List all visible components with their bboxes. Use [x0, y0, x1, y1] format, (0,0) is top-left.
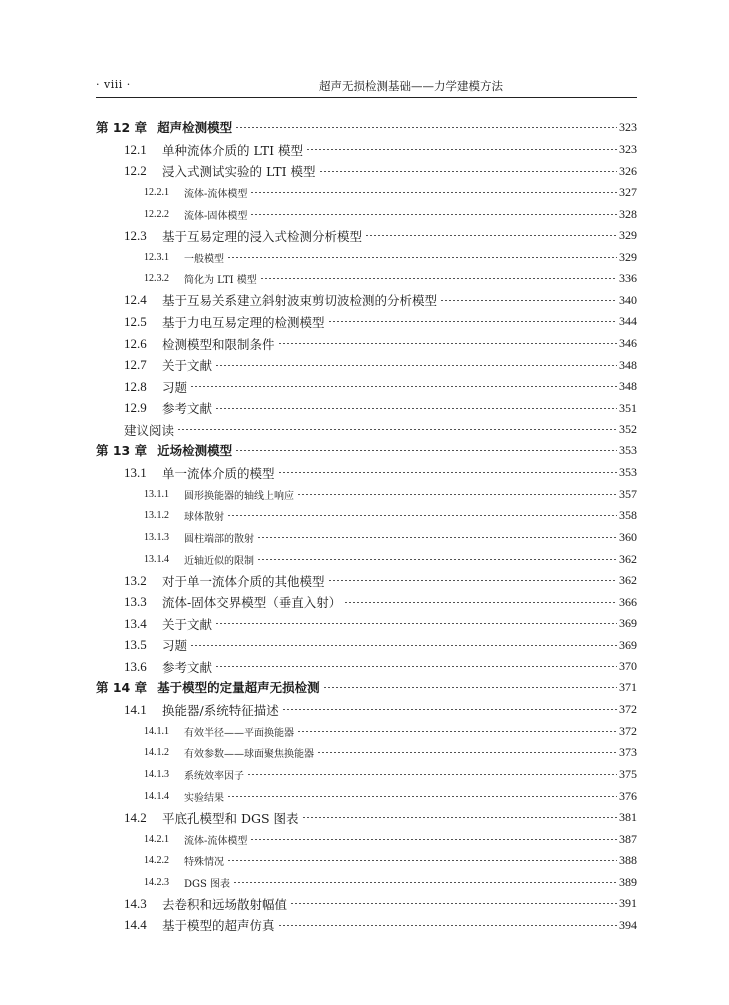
toc-entry-section[interactable] [124, 139, 637, 161]
toc-entry-title: 流体-流体模型 [184, 189, 248, 201]
toc-entry-page: 327 [619, 185, 637, 200]
toc-entry-number: 12.3 [124, 227, 147, 243]
toc-entry-section[interactable] [124, 699, 637, 721]
dot-leader [302, 817, 617, 818]
toc-entry-number: 14.2.2 [144, 855, 169, 867]
toc-entry-section[interactable] [124, 807, 637, 829]
toc-entry-sub[interactable] [144, 203, 637, 225]
toc-entry-section[interactable] [124, 893, 637, 915]
toc-entry-title: 关于文献 [162, 358, 213, 374]
toc-entry-section[interactable] [124, 333, 637, 355]
toc-entry-number: 14.1.4 [144, 790, 169, 802]
toc-entry-title: 有效参数——球面聚焦换能器 [184, 749, 314, 761]
toc-entry-sub[interactable] [144, 182, 637, 204]
toc-entry-title: 系统效率因子 [184, 771, 244, 782]
toc-entry-title: 特殊情况 [184, 857, 224, 869]
toc-entry-chapter[interactable] [96, 440, 637, 460]
toc-entry-sub[interactable] [144, 850, 637, 872]
toc-entry-sub[interactable] [144, 268, 637, 290]
toc-entry-label [96, 678, 320, 696]
toc-entry-sub[interactable] [144, 785, 637, 807]
toc-entry-title: 有效半径——平面换能器 [184, 727, 294, 739]
toc-entry-title: 实验结果 [184, 792, 224, 804]
toc-entry-title: 球体散射 [184, 512, 224, 524]
toc-entry-title: 基于模型的定量超声无损检测 [157, 680, 320, 696]
toc-entry-plain[interactable] [124, 419, 637, 441]
toc-entry-number: 14.1.3 [144, 769, 169, 780]
toc-entry-page: 323 [619, 142, 637, 157]
page-header [96, 78, 637, 96]
toc-entry-page: 394 [619, 917, 637, 932]
toc-entry-page: 353 [619, 442, 637, 457]
toc-entry-section[interactable] [124, 311, 637, 333]
toc-entry-page: 353 [619, 465, 637, 480]
toc-entry-label [124, 636, 187, 654]
toc-entry-label [124, 227, 362, 245]
toc-entry-page: 352 [619, 422, 637, 437]
dot-leader [317, 752, 617, 753]
toc-entry-number: 14.1 [124, 701, 147, 717]
toc-entry-number: 13.6 [124, 658, 147, 674]
toc-entry-number: 13.1 [124, 464, 147, 480]
toc-entry-page: 340 [619, 292, 637, 307]
toc-entry-page: 357 [619, 486, 637, 501]
dot-leader [306, 149, 617, 150]
toc-entry-page: 362 [619, 573, 637, 588]
dot-leader [215, 365, 617, 366]
dot-leader [250, 192, 617, 193]
toc-entry-page: 326 [619, 163, 637, 178]
toc-entry-label [124, 916, 275, 934]
toc-entry-number: 12.6 [124, 335, 147, 351]
toc-entry-title: 单一流体介质的模型 [162, 465, 275, 481]
toc-entry-page: 372 [619, 702, 637, 717]
dot-leader [177, 429, 617, 430]
toc-entry-page: 358 [619, 508, 637, 523]
dot-leader [247, 774, 617, 775]
dot-leader [440, 300, 617, 301]
toc-entry-page: 391 [619, 896, 637, 911]
toc-entry-title: 一般模型 [184, 253, 224, 265]
toc-entry-number: 第 14 章 [96, 680, 148, 696]
dot-leader [344, 602, 617, 603]
page-number: · viii · [96, 78, 131, 91]
toc-entry-label [144, 789, 224, 804]
dot-leader [257, 537, 617, 538]
toc-entry-label [144, 487, 294, 502]
toc-entry-section[interactable] [124, 289, 637, 311]
toc-entry-page: 372 [619, 723, 637, 738]
dot-leader [227, 257, 617, 258]
dot-leader [328, 580, 617, 581]
toc-entry-page: 323 [619, 119, 637, 134]
toc-entry-number: 14.2 [124, 809, 147, 825]
toc-entry-title: 流体-固体交界模型（垂直入射） [162, 595, 342, 611]
toc-entry-page: 351 [619, 400, 637, 415]
toc-entry-label [124, 141, 303, 159]
toc-entry-page: 373 [619, 745, 637, 760]
toc-entry-section[interactable] [124, 634, 637, 656]
toc-entry-number: 13.1.3 [144, 531, 169, 543]
toc-entry-section[interactable] [124, 225, 637, 247]
toc-entry-label [124, 572, 325, 590]
toc-entry-title: 流体-流体模型 [184, 835, 248, 847]
dot-leader [227, 796, 617, 797]
toc-entry-page: 369 [619, 637, 637, 652]
toc-entry-number: 12.2.2 [144, 208, 169, 220]
dot-leader [260, 278, 617, 279]
toc-entry-label [124, 701, 279, 719]
toc-entry-title: 对于单一流体介质的其他模型 [162, 573, 325, 589]
toc-entry-title: 基于模型的超声仿真 [162, 918, 275, 934]
toc-entry-page: 369 [619, 616, 637, 631]
toc-entry-chapter[interactable] [96, 117, 637, 137]
toc-entry-section[interactable] [124, 354, 637, 376]
toc-entry-page: 336 [619, 271, 637, 286]
toc-entry-sub[interactable] [144, 483, 637, 505]
toc-entry-number: 14.4 [124, 917, 147, 933]
toc-entry-section[interactable] [124, 656, 637, 678]
toc-entry-page: 381 [619, 810, 637, 825]
toc-entry-title: 基于互易关系建立斜射波束剪切波检测的分析模型 [162, 293, 438, 309]
toc-entry-label [144, 508, 224, 523]
toc-entry-number: 13.1.4 [144, 553, 169, 565]
toc-entry-page: 348 [619, 357, 637, 372]
toc-entry-number: 14.2.3 [144, 876, 169, 888]
toc-entry-page: 344 [619, 314, 637, 329]
toc-entry-number: 13.1.2 [144, 510, 169, 522]
toc-entry-sub[interactable] [144, 246, 637, 268]
toc-entry-page: 387 [619, 831, 637, 846]
toc-entry-title: 习题 [162, 379, 188, 395]
toc-entry-title: 浸入式测试实验的 LTI 模型 [162, 164, 316, 180]
toc-entry-label [144, 853, 224, 868]
toc-entry-page: 371 [619, 679, 637, 694]
toc-entry-section[interactable] [124, 462, 637, 484]
dot-leader [278, 472, 617, 473]
toc-entry-section[interactable] [124, 160, 637, 182]
dot-leader [250, 839, 617, 840]
toc-entry-label [124, 593, 341, 611]
toc-entry-sub[interactable] [144, 505, 637, 527]
dot-leader [278, 343, 617, 344]
toc-entry-label [124, 378, 187, 396]
toc-entry-title: 换能器/系统特征描述 [162, 702, 279, 718]
toc-entry-section[interactable] [124, 570, 637, 592]
toc-entry-title: 流体-固体模型 [184, 210, 248, 222]
toc-entry-label [144, 832, 247, 847]
toc-entry-title: 基于力电互易定理的检测模型 [162, 314, 325, 330]
toc-entry-page: 329 [619, 249, 637, 264]
toc-entry-label [124, 658, 212, 676]
toc-entry-title: 基于互易定理的浸入式检测分析模型 [162, 228, 363, 244]
toc-entry-label [144, 875, 230, 890]
toc-entry-title: 近轴近似的限制 [184, 555, 254, 567]
toc-entry-title: 参考文献 [162, 659, 213, 675]
running-title: 超声无损检测基础——力学建模方法 [319, 79, 503, 93]
toc-entry-number: 第 13 章 [96, 443, 148, 459]
toc-entry-number: 13.2 [124, 572, 147, 588]
toc-entry-page: 376 [619, 788, 637, 803]
toc-entry-title: 圆形换能器的轴线上响应 [184, 490, 294, 502]
dot-leader [227, 860, 617, 861]
toc-entry-number: 13.1.1 [144, 488, 169, 500]
toc-entry-section[interactable] [124, 914, 637, 936]
dot-leader [319, 171, 617, 172]
toc-entry-page: 389 [619, 874, 637, 889]
toc-entry-label [124, 464, 275, 482]
toc-entry-number: 12.8 [124, 378, 147, 394]
header-rule [96, 97, 637, 98]
dot-leader [215, 408, 617, 409]
toc-entry-page: 329 [619, 228, 637, 243]
toc-entry-number: 12.9 [124, 400, 147, 416]
toc-entry-section[interactable] [124, 376, 637, 398]
toc-entry-number: 13.4 [124, 615, 147, 631]
toc-entry-label [144, 250, 224, 265]
toc-entry-number: 12.2 [124, 163, 147, 179]
dot-leader [290, 903, 617, 904]
toc-entry-chapter[interactable] [96, 677, 637, 697]
toc-entry-number: 12.5 [124, 313, 147, 329]
toc-entry-title: 关于文献 [162, 616, 213, 632]
toc-entry-number: 12.3.1 [144, 251, 169, 263]
dot-leader [278, 925, 617, 926]
toc-entry-page: 346 [619, 336, 637, 350]
dot-leader [235, 127, 617, 128]
toc-entry-sub[interactable] [144, 526, 637, 548]
toc-entry-sub[interactable] [144, 871, 637, 893]
dot-leader [323, 687, 617, 688]
toc-entry-number: 13.3 [124, 594, 147, 610]
toc-entry-number: 12.4 [124, 292, 147, 308]
toc-entry-title: 圆柱端部的散射 [184, 533, 254, 545]
toc-entry-title: 参考文献 [162, 401, 213, 417]
toc-entry-label [124, 313, 325, 331]
dot-leader [297, 731, 617, 732]
dot-leader [215, 666, 617, 667]
toc-entry-title: 单种流体介质的 LTI 模型 [162, 142, 304, 158]
toc-entry-page: 370 [619, 659, 637, 674]
dot-leader [235, 450, 617, 451]
dot-leader [227, 515, 617, 516]
toc-entry-page: 366 [619, 594, 637, 609]
toc-entry-title: 去卷积和远场散射幅值 [162, 896, 288, 912]
dot-leader [257, 559, 617, 560]
toc-entry-label [144, 271, 257, 286]
toc-entry-label [124, 809, 299, 827]
toc-entry-title: DGS 图表 [184, 878, 231, 890]
dot-leader [233, 882, 617, 883]
toc-entry-sub[interactable] [144, 548, 637, 570]
dot-leader [190, 386, 617, 387]
toc-entry-title: 简化为 LTI 模型 [184, 275, 257, 287]
toc-entry-label [124, 356, 212, 374]
toc-entry-label [124, 399, 212, 417]
dot-leader [250, 214, 617, 215]
toc-entry-page: 360 [619, 529, 637, 544]
toc-entry-title: 超声检测模型 [157, 120, 233, 135]
toc-entry-label [124, 162, 316, 180]
toc-entry-label [144, 745, 314, 760]
dot-leader [215, 623, 617, 624]
toc-entry-title: 建议阅读 [124, 422, 175, 438]
toc-entry-sub[interactable] [144, 764, 637, 786]
toc-entry-number: 13.5 [124, 637, 147, 653]
toc-entry-sub[interactable] [144, 742, 637, 764]
toc-entry-label [124, 291, 437, 309]
toc-entry-label [96, 118, 232, 136]
toc-entry-label [144, 530, 254, 545]
dot-leader [282, 709, 617, 710]
dot-leader [297, 494, 617, 495]
toc-entry-label [124, 895, 287, 913]
toc-entry-page: 362 [619, 551, 637, 566]
toc-entry-label [96, 441, 232, 459]
toc-entry-label [144, 207, 247, 222]
toc-entry-section[interactable] [124, 613, 637, 635]
toc-entry-number: 12.1 [124, 141, 147, 157]
toc-entry-title: 习题 [162, 638, 188, 654]
toc-entry-sub[interactable] [144, 720, 637, 742]
toc-entry-section[interactable] [124, 591, 637, 613]
toc-entry-number: 12.7 [124, 357, 147, 373]
toc-entry-label [144, 185, 247, 200]
toc-entry-number: 14.2.1 [144, 833, 169, 845]
dot-leader [190, 645, 617, 646]
dot-leader [365, 235, 617, 236]
toc-entry-page: 375 [619, 767, 637, 781]
toc-entry-sub[interactable] [144, 828, 637, 850]
toc-entry-title: 平底孔模型和 DGS 图表 [162, 810, 299, 826]
toc-entry-number: 14.3 [124, 895, 147, 911]
toc-entry-page: 328 [619, 206, 637, 221]
toc-entry-number: 12.2.1 [144, 187, 169, 199]
toc-entry-title: 检测模型和限制条件 [162, 336, 275, 352]
toc-entry-section[interactable] [124, 397, 637, 419]
toc-entry-page: 348 [619, 379, 637, 394]
toc-entry-label [124, 335, 275, 353]
toc-entry-label [144, 767, 244, 782]
toc-entry-label [124, 421, 174, 439]
toc-entry-number: 第 12 章 [96, 120, 148, 135]
toc-entry-label [144, 552, 254, 567]
toc-entry-page: 388 [619, 853, 637, 868]
toc-entry-label [124, 615, 212, 633]
toc-entry-number: 14.1.2 [144, 747, 169, 759]
toc-entry-label [144, 724, 294, 739]
dot-leader [328, 321, 617, 322]
toc-entry-title: 近场检测模型 [157, 443, 233, 459]
toc-entry-number: 14.1.1 [144, 725, 169, 737]
toc-entry-number: 12.3.2 [144, 273, 169, 285]
